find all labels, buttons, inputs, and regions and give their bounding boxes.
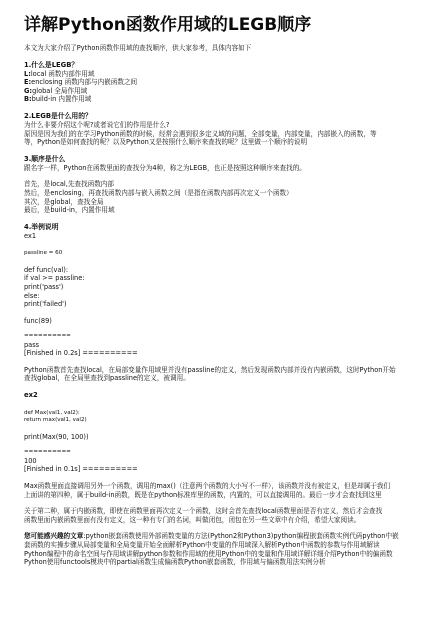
output-line: [Finished in 0.1s] ==========	[24, 465, 138, 474]
code-line: def Max(val1, val2):	[24, 410, 80, 417]
section-2-line: 为什么非要介绍这个呢?或者说它们的作用是什么?	[24, 120, 170, 129]
order-step: 最后，是build-in，内置作用域	[24, 206, 115, 215]
code-line: return max(val1, val2)	[24, 417, 87, 424]
legb-item-e	[24, 78, 422, 87]
related-articles-text[interactable]: :python嵌套函数使用外部函数变量的方法(Python2和Python3)python编程嵌套函数实例代码python中嵌	[83, 532, 399, 541]
code-line: else:	[24, 291, 40, 300]
note-line: 函数里面内嵌函数里面有没有定义，这一种有专门的名词，叫做闭包，闭包在另一些文章中有介绍，希望大家阅读。	[24, 515, 361, 524]
intro-text: 本文为大家介绍了Python函数作用域的查找顺序，供大家参考，具体内容如下	[24, 44, 252, 52]
section-3-heading: 3.顺序是什么	[24, 154, 66, 163]
code-line: print('failed')	[24, 300, 67, 309]
explanation-line: 上面讲的第四种，属于build-in函数，既是在python标准库里的函数，内置的，可以直接调用的。最后一步才会查找到这里	[24, 490, 382, 499]
legb-value: enclosing 函数内部与内嵌函数之间	[31, 78, 138, 87]
code-block-2	[24, 410, 422, 425]
output-line: 100	[24, 456, 37, 465]
section-2-line: 原因是因为我们的在学习Python函数的时候，经常会遇到很多定义域的问题，全部变量，内部变量，内部嵌入的函数，等	[24, 129, 377, 138]
code-line: func(89)	[24, 316, 52, 325]
code-line: def func(val):	[24, 265, 69, 274]
legb-key: B:	[24, 95, 32, 104]
output-rule: ==========	[24, 449, 71, 456]
code-line: if val >= passline:	[24, 274, 85, 283]
output-line: pass	[24, 340, 40, 349]
legb-key: E:	[24, 78, 32, 87]
related-articles-label: 您可能感兴趣的文章	[24, 532, 84, 541]
example-2-label: ex2	[24, 391, 38, 400]
explanation-line: Python函数首先查找local，在局部变量作用域里并没有passline的定义，然后发现函数内部并没有内嵌函数，这时Python开始	[24, 365, 396, 374]
example-1-label: ex1	[24, 231, 37, 240]
section-2-line: 等，Python是如何查找的呢？以及Python又是按照什么顺序来查找的呢？这里做一个顺序的说明	[24, 138, 308, 147]
legb-item-l	[24, 70, 422, 79]
explanation-line: Max函数里面直接调用另外一个函数，调用的max()（注意两个函数的大小写不一样），该函数并没有被定义，但是却属于我们	[24, 482, 391, 491]
legb-value: local 函数内部作用域	[30, 69, 95, 78]
related-articles-line[interactable]: 套函数的实操步骤从局部变量和全局变量开始全面解析Python中变量的作用域深入解析Python中函数的参数与作用域解读	[24, 541, 380, 550]
related-articles-line[interactable]: Python编程中的命名空间与作用域讲解python参数和作用域的使用Python中的变量和作用域详解详细介绍Python中的偏函数	[24, 549, 393, 558]
legb-key: L:	[24, 69, 31, 78]
legb-item-b	[24, 95, 422, 104]
legb-key: G:	[24, 86, 33, 95]
section-3-summary: 跟名字一样，Python在函数里面的查找分为4种，称之为LEGB，也正是按照这种顺序来查找的。	[24, 163, 306, 172]
output-line: [Finished in 0.2s] ==========	[24, 349, 138, 358]
legb-value: global 全局作用域	[32, 86, 88, 95]
section-2-heading: 2.LEGB是什么用的？	[24, 111, 92, 120]
explanation-line: 查找global，在全局里查找到passline的定义，被调用。	[24, 374, 190, 383]
code-block-1	[24, 266, 422, 309]
code-line: print(Max(90, 100))	[24, 432, 89, 441]
order-step: 首先，是local,先查找函数内部	[24, 180, 114, 189]
code-line: passline = 60	[24, 250, 63, 257]
output-rule: ==========	[24, 333, 71, 340]
related-articles-line[interactable]: Python使用functools模块中的partial函数生成偏函数Python嵌套函数，作用域与偏函数用法实例分析	[24, 558, 326, 567]
code-line: print('pass')	[24, 282, 64, 291]
section-4-heading: 4.举例说明	[24, 222, 59, 231]
article-title: 详解Python函数作用域的LEGB顺序	[24, 15, 312, 35]
order-step: 其次，是global，查找全局	[24, 197, 104, 206]
note-line: 关于第二种，属于内嵌函数，即使在函数里面再次定义一个函数，这时会首先查找local函数里面是否有定义，然后才会查找	[24, 507, 383, 516]
section-1-heading: 1.什么是LEGB？	[24, 60, 79, 69]
related-articles-line	[24, 532, 422, 541]
legb-value: build-in 内置作用域	[31, 95, 92, 104]
order-step: 然后，是enclosing，再查找函数内部与嵌入函数之间（是指在函数内部再次定义一个函数）	[24, 188, 293, 197]
legb-list	[24, 70, 422, 104]
legb-item-g	[24, 87, 422, 96]
